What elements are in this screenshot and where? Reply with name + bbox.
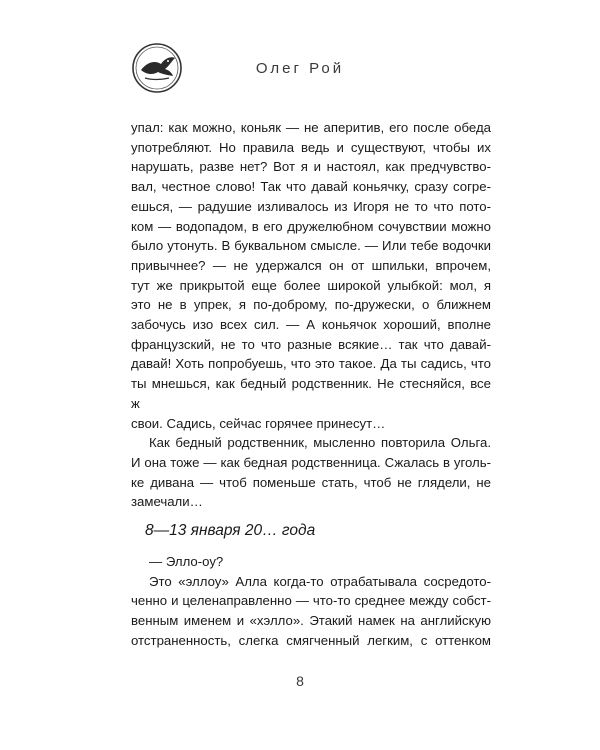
section-heading: 8—13 января 20… года (145, 522, 316, 539)
text-line: ешься, — радушие изливалось из Игоря не то что пото- (131, 198, 491, 214)
text-line: Как бедный родственник, мысленно повторила Ольга. (149, 435, 491, 451)
running-head-author: Олег Рой (255, 60, 345, 77)
text-line: вал, честное слово! Так что давай коньячку, сразу согре- (131, 179, 491, 195)
text-line: свои. Садись, сейчас горячее принесут… (131, 415, 386, 431)
text-line: забочусь изо всех сил. — А коньячок хороший, вполне (131, 317, 491, 333)
text-line: замечали… (131, 494, 203, 510)
text-line: давай! Хоть попробуешь, что это такое. Да ты садись, что (131, 356, 491, 372)
text-line: венным именем и «хэлло». Этакий намек на английскую (131, 613, 491, 629)
text-line: упал: как можно, коньяк — не аперитив, его после обеда (131, 120, 491, 135)
text-line: французский, не то что разные всякие… так что давай- (131, 336, 491, 352)
text-line: ке дивана — чтоб поменьше стать, чтоб не глядели, не (131, 474, 491, 490)
text-line: употребляют. Но правила ведь и существуют, чтобы их (131, 139, 491, 155)
dialog-line: — Элло-оу? (149, 554, 224, 569)
text-line: ты мнешься, как бедный родственник. Не стесняйся, все ж (131, 376, 491, 411)
page-number: 8 (296, 673, 304, 689)
second-text-block (131, 552, 491, 651)
main-text-block (131, 118, 491, 512)
text-line: И она тоже — как бедная родственница. Сжалась в уголь- (131, 454, 491, 470)
text-line: отстраненность, слегка смягченный легким, с оттенком (131, 632, 491, 648)
text-line: было утонуть. В буквальном смысле. — Или тебе водочки (131, 238, 491, 254)
text-line: тут же прикрытой еще более широкой улыбкой: мол, я (131, 277, 491, 293)
text-line: нарушать, разве нет? Вот я и настоял, как предчувство- (131, 159, 491, 175)
text-line: привычнее? — не удержался он от шпильки, впрочем, (131, 257, 491, 273)
text-line: ченно и целенаправленно — что-то среднее между собст- (131, 593, 491, 609)
text-line: Это «эллоу» Алла когда-то отрабатывала сосредото- (149, 573, 491, 589)
text-line: ком — водопадом, в его дружелюбном сочувствии можно (131, 218, 491, 234)
text-line: это не в упрек, я по-доброму, по-дружески, о ближнем (131, 297, 491, 313)
